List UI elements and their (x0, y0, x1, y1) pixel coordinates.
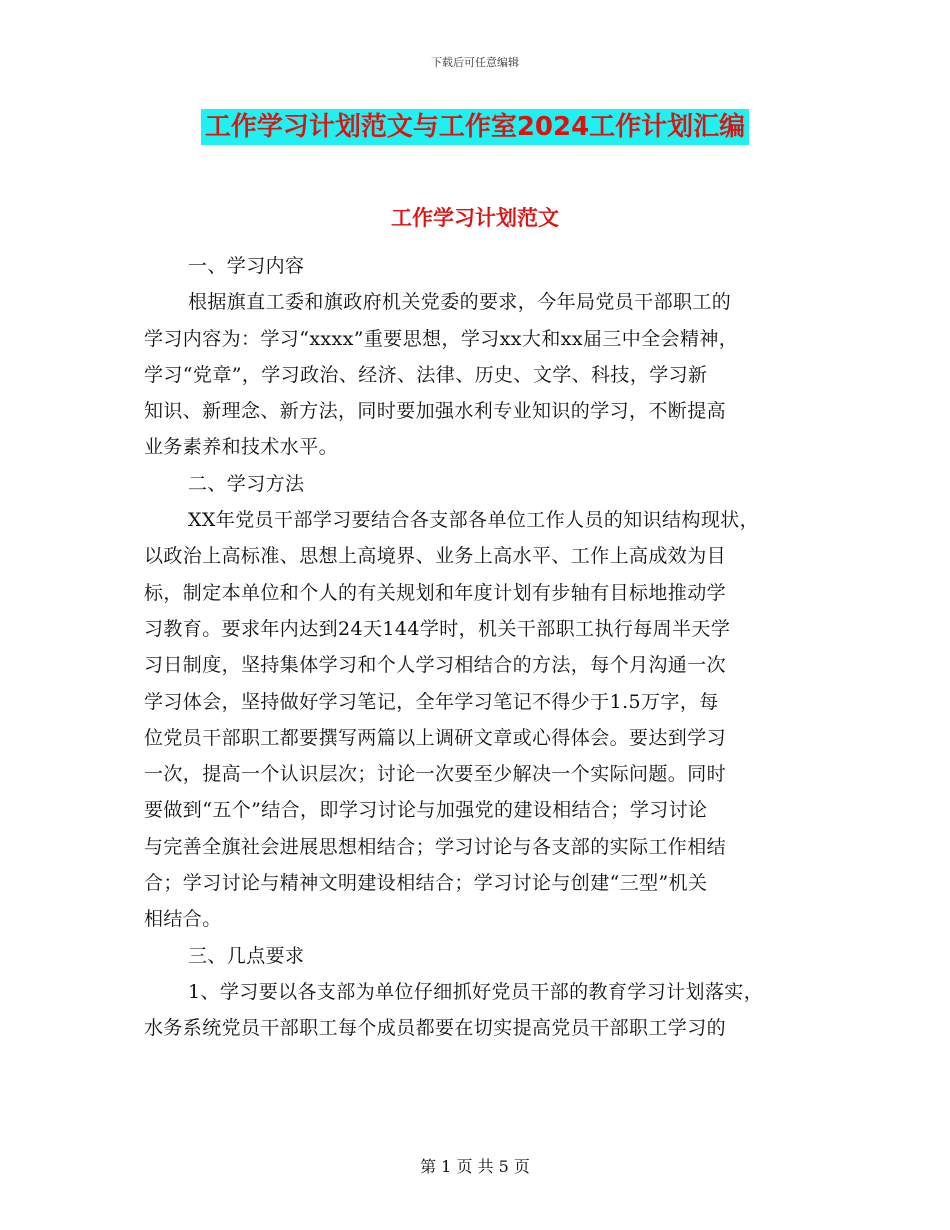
paragraph-line: 学习内容为：学习“xxxx”重要思想，学习xx大和xx届三中全会精神， (144, 327, 739, 350)
paragraph-line: 业务素养和技术水平。 (144, 436, 339, 459)
heading-requirements: 三、几点要求 (188, 944, 305, 967)
paragraph-line: 与完善全旗社会进展思想相结合；学习讨论与各支部的实际工作相结 (144, 835, 727, 858)
paragraph-line: 根据旗直工委和旗政府机关党委的要求，今年局党员干部职工的 (188, 291, 732, 314)
paragraph-line: 习教育。要求年内达到24天144学时，机关干部职工执行每周半天学 (144, 617, 731, 640)
document-title: 工作学习计划范文与工作室2024工作计划汇编 (201, 109, 749, 145)
paragraph-line: 位党员干部职工都要撰写两篇以上调研文章或心得体会。要达到学习 (144, 726, 727, 749)
paragraph-line: 习日制度，坚持集体学习和个人学习相结合的方法，每个月沟通一次 (144, 654, 727, 677)
paragraph-line: 一次，提高一个认识层次；讨论一次要至少解决一个实际问题。同时 (144, 763, 727, 786)
paragraph-line: XX年党员干部学习要结合各支部各单位工作人员的知识结构现状， (188, 509, 760, 532)
paragraph-line: 知识、新理念、新方法，同时要加强水利专业知识的学习，不断提高 (144, 400, 727, 423)
paragraph-line: 相结合。 (144, 908, 222, 931)
paragraph-line: 水务系统党员干部职工每个成员都要在切实提高党员干部职工学习的 (144, 1017, 727, 1040)
paragraph-line: 标，制定本单位和个人的有关规划和年度计划有步轴有目标地推动学 (144, 581, 727, 604)
page-footer: 第 1 页 共 5 页 (420, 1157, 530, 1176)
document-title-wrap (0, 109, 950, 145)
heading-study-content: 一、学习内容 (188, 255, 305, 277)
body-text (144, 248, 824, 1047)
heading-study-method: 二、学习方法 (188, 472, 305, 495)
paragraph-line: 学习“党章”，学习政治、经济、法律、历史、文学、科技，学习新 (144, 363, 708, 386)
paragraph-line: 要做到“五个”结合，即学习讨论与加强党的建设相结合；学习讨论 (144, 799, 708, 822)
paragraph-line: 学习体会，坚持做好学习笔记，全年学习笔记不得少于1.5万字，每 (144, 690, 719, 713)
section-title: 工作学习计划范文 (391, 206, 559, 230)
header-note: 下载后可任意编辑 (431, 56, 519, 69)
paragraph-line: 合；学习讨论与精神文明建设相结合；学习讨论与创建“三型”机关 (144, 872, 708, 895)
paragraph-line: 以政治上高标准、思想上高境界、业务上高水平、工作上高成效为目 (144, 545, 727, 568)
paragraph-line: 1、学习要以各支部为单位仔细抓好党员干部的教育学习计划落实， (188, 980, 764, 1003)
